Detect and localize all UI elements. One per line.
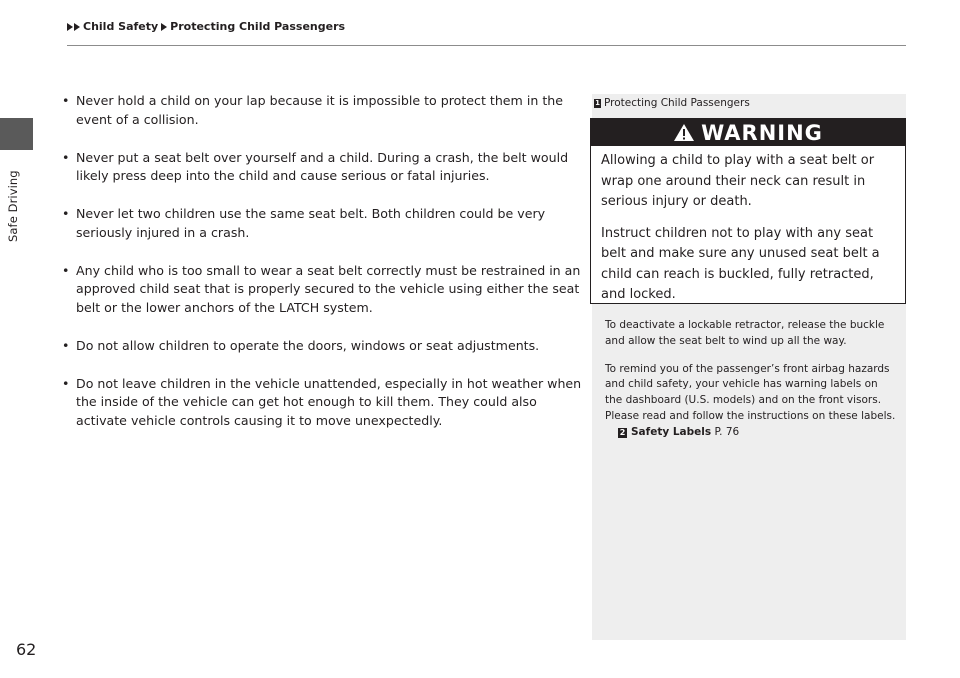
section-tab-label (6, 152, 20, 242)
safety-bullet-list (62, 92, 584, 450)
sidebar-title (594, 97, 750, 109)
cross-reference-icon: 2 (619, 427, 626, 437)
breadcrumb-arrow-icon (67, 23, 73, 31)
warning-body (591, 146, 905, 306)
bullet-icon: • (62, 206, 70, 221)
warning-header-text: WARNING (701, 120, 823, 145)
sidebar-title-text: Protecting Child Passengers (604, 97, 750, 109)
cross-reference-label: Safety Labels (631, 425, 712, 438)
list-item-text: Never let two children use the same seat belt. Both children could be very seriously injured in a crash. (76, 206, 546, 240)
note-marker-icon: 1 (595, 98, 600, 107)
list-item-text: Do not leave children in the vehicle unattended, especially in hot weather when the inside of the vehicle can get hot enough to kill them. They could also activate vehicle controls causing it to move unexpectedly. (76, 375, 582, 428)
list-item (62, 337, 584, 356)
list-item (62, 375, 584, 431)
bullet-icon: • (62, 262, 70, 278)
breadcrumb (67, 20, 345, 33)
list-item (62, 92, 584, 129)
sidebar-notes (605, 318, 897, 453)
cross-reference-page: P. 76 (714, 425, 740, 438)
warning-triangle-icon (673, 123, 695, 142)
note-paragraph (605, 362, 897, 441)
warning-header (591, 119, 905, 146)
section-tab-text: Safe Driving (6, 170, 20, 242)
bullet-icon: • (62, 149, 70, 165)
breadcrumb-item[interactable]: Child Safety (83, 20, 159, 33)
list-item-text: Never put a seat belt over yourself and a child. During a crash, the belt would likely press deep into the child and cause serious or fatal injuries. (76, 149, 569, 183)
note-paragraph: To deactivate a lockable retractor, release the buckle and allow the seat belt to wind up all the way. (605, 319, 885, 347)
header-rule (67, 45, 906, 46)
list-item-text: Do not allow children to operate the doors, windows or seat adjustments. (76, 337, 540, 353)
warning-paragraph: Allowing a child to play with a seat belt or wrap one around their neck can result in serious injury or death. (601, 153, 875, 209)
bullet-icon: • (62, 337, 70, 353)
section-tab-marker (0, 118, 33, 150)
list-item (62, 149, 584, 186)
list-item-text: Never hold a child on your lap because it is impossible to protect them in the event of a collision. (76, 93, 563, 127)
list-item (62, 205, 584, 242)
breadcrumb-arrow-icon (74, 23, 80, 31)
bullet-icon: • (62, 375, 70, 391)
breadcrumb-arrow-icon (161, 23, 167, 31)
note-paragraph-text: To remind you of the passenger’s front airbag hazards and child safety, your vehicle has warning labels on the dashboard (U.S. models) and on the front visors. Please read and follow the instructions on these labels. (605, 362, 896, 422)
bullet-icon: • (62, 93, 70, 108)
page-number: 62 (16, 640, 37, 659)
breadcrumb-item[interactable]: Protecting Child Passengers (170, 20, 346, 33)
warning-box (590, 118, 906, 304)
list-item-text: Any child who is too small to wear a seat belt correctly must be restrained in an approved child seat that is properly secured to the vehicle using either the seat belt or the lower anchors of the LATCH system. (76, 262, 581, 315)
list-item (62, 262, 584, 318)
warning-paragraph: Instruct children not to play with any seat belt and make sure any unused seat belt a child can reach is buckled, fully retracted, and locked. (601, 225, 880, 302)
cross-reference-link[interactable] (605, 425, 897, 441)
